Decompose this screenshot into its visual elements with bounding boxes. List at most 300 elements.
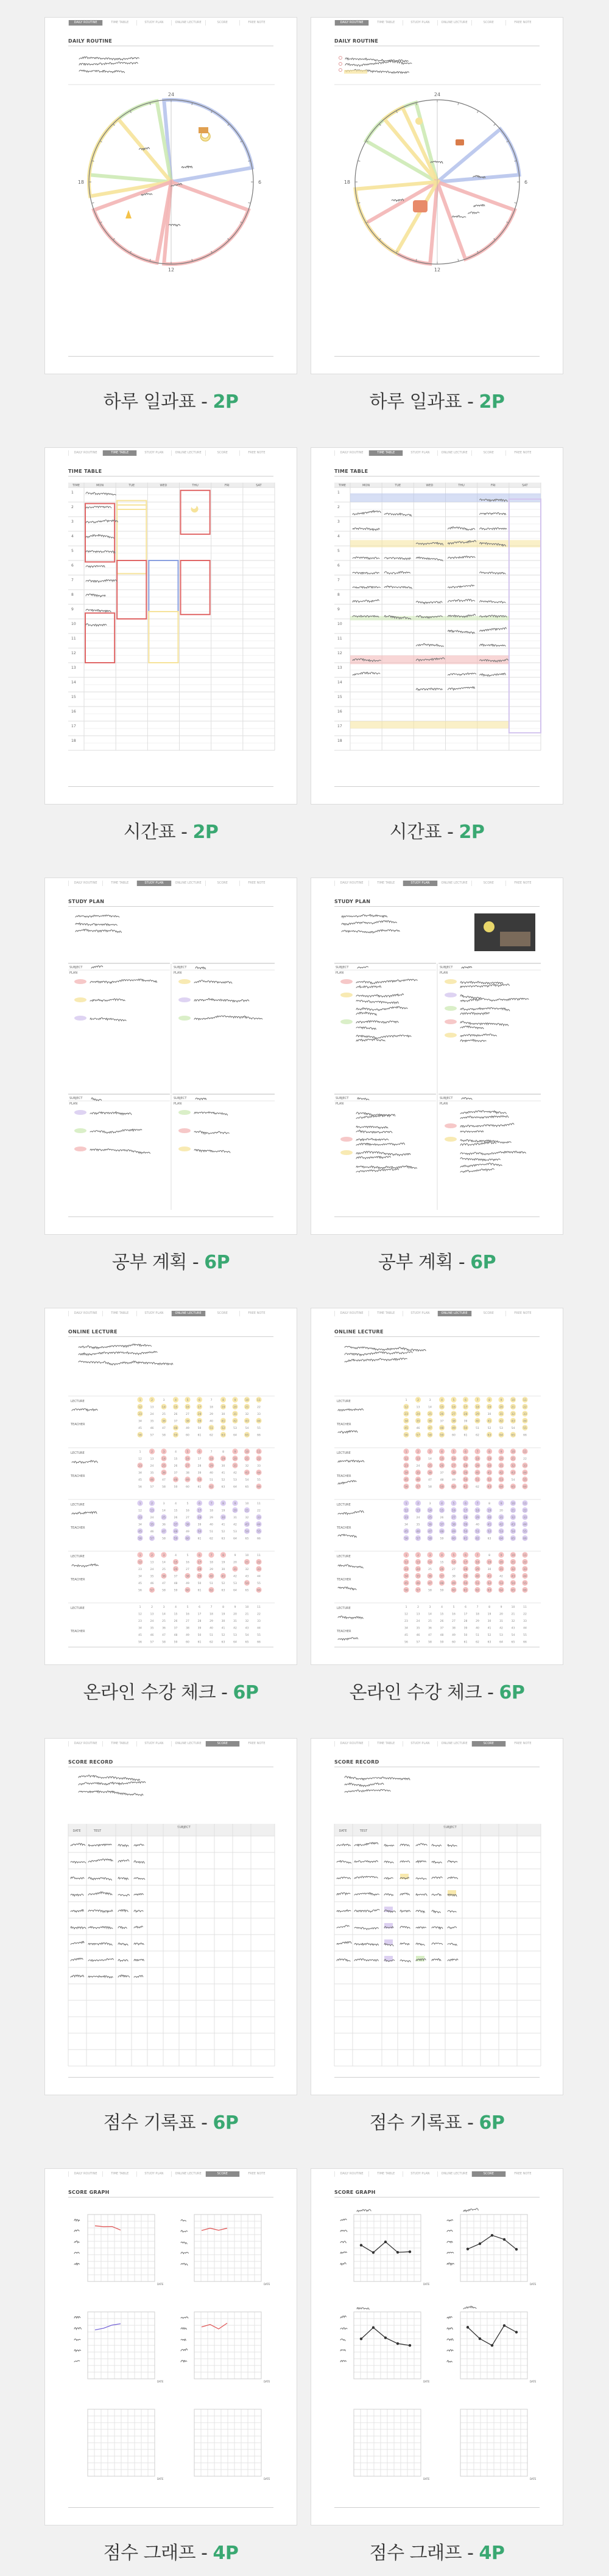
lecture-number: 25 — [162, 1465, 166, 1468]
lecture-number: 29 — [476, 1620, 479, 1623]
timetable-page-filled — [311, 447, 563, 805]
teacher-label: TEACHER — [337, 1423, 351, 1426]
lecture-number: 45 — [138, 1427, 142, 1430]
lecture-number: 17 — [463, 1457, 468, 1461]
clock-tick — [458, 259, 459, 262]
lecture-number: 38 — [452, 1471, 456, 1475]
lecture-number: 41 — [487, 1575, 491, 1579]
handwritten-note — [416, 1927, 426, 1928]
study-canvas — [311, 878, 563, 1235]
lecture-number: 29 — [476, 1568, 479, 1571]
planner-tab: TIME TABLE — [102, 881, 136, 886]
lecture-number: 50 — [197, 1479, 202, 1482]
routine-segment — [366, 182, 437, 264]
lecture-number: 42 — [233, 1523, 237, 1527]
lecture-number: 33 — [523, 1620, 527, 1623]
lecture-number: 46 — [150, 1582, 154, 1585]
subject-label: SUBJECT — [440, 1097, 453, 1100]
lecture-number: 64 — [233, 1537, 237, 1541]
lecture-number: 3 — [163, 1399, 165, 1402]
lecture-number: 63 — [487, 1641, 491, 1644]
date-axis-label: DATE — [423, 2283, 430, 2286]
lecture-number: 30 — [487, 1465, 491, 1468]
handwritten-note — [340, 2361, 347, 2362]
handwritten-note — [194, 999, 249, 1002]
lecture-number: 16 — [186, 1613, 189, 1616]
lecture-number: 30 — [487, 1413, 491, 1416]
lecture-number: 11 — [523, 1554, 527, 1557]
planner-tab: SCORE — [205, 1741, 239, 1747]
page-title: TIME TABLE — [68, 469, 102, 474]
lecture-label: LECTURE — [337, 1451, 351, 1455]
planner-tab: DAILY ROUTINE — [68, 20, 102, 26]
lecture-number: 9 — [500, 1503, 502, 1506]
day-header: THU — [458, 484, 465, 487]
priority-highlight — [178, 1128, 191, 1133]
lecture-number: 53 — [233, 1582, 237, 1585]
routine-segment — [164, 182, 248, 264]
score-point — [466, 2326, 469, 2328]
handwritten-note — [181, 2361, 187, 2362]
lecture-number: 45 — [404, 1582, 408, 1585]
study-canvas — [45, 878, 297, 1235]
handwritten-note — [460, 984, 509, 988]
lecture-number: 44 — [523, 1575, 527, 1579]
lecture-number: 34 — [404, 1471, 408, 1475]
plan-label: PLAN — [440, 971, 448, 975]
lecture-number: 57 — [416, 1537, 420, 1541]
lecture-number: 59 — [440, 1537, 444, 1541]
handwritten-note — [118, 1927, 127, 1929]
lecture-number: 48 — [440, 1634, 444, 1637]
lecture-number: 30 — [487, 1620, 491, 1623]
lecture-number: 46 — [150, 1427, 154, 1430]
lecture-number: 24 — [416, 1465, 420, 1468]
lecture-number: 22 — [257, 1613, 261, 1616]
planner-tab: TIME TABLE — [368, 20, 403, 26]
handwritten-note — [447, 2317, 452, 2319]
lecture-number: 47 — [428, 1634, 432, 1637]
lecture-number: 10 — [245, 1503, 249, 1506]
priority-highlight — [445, 1033, 457, 1038]
lecture-number: 64 — [233, 1434, 237, 1437]
lecture-number: 2 — [417, 1554, 419, 1557]
handwritten-note — [86, 594, 105, 597]
lecture-number: 1 — [405, 1399, 407, 1402]
lecture-number: 58 — [428, 1537, 432, 1541]
lecture-number: 62 — [209, 1485, 213, 1489]
lecture-number: 34 — [138, 1575, 142, 1579]
lecture-number: 38 — [186, 1420, 189, 1423]
day-header: THU — [192, 484, 199, 487]
planner-tab: ONLINE LECTURE — [171, 881, 205, 886]
handwritten-note — [181, 2230, 188, 2232]
handwritten-note — [448, 1959, 458, 1961]
lecture-number: 11 — [257, 1554, 261, 1557]
handwritten-note — [354, 1893, 379, 1895]
lecture-number: 39 — [463, 1627, 468, 1630]
score-point — [479, 2337, 481, 2340]
lecture-number: 39 — [463, 1575, 468, 1579]
handwritten-note — [448, 1845, 457, 1846]
lecture-number: 60 — [452, 1641, 456, 1644]
handwritten-note — [76, 915, 119, 918]
lecture-number: 21 — [245, 1457, 249, 1461]
caption-page-count: 2P — [459, 822, 485, 843]
priority-highlight — [340, 993, 353, 997]
lecture-number: 47 — [428, 1582, 432, 1585]
lecture-number: 2 — [417, 1399, 419, 1402]
handwritten-note — [88, 1942, 112, 1945]
score-point — [491, 2234, 493, 2236]
handwritten-note — [134, 1844, 144, 1846]
clock-hour-label: 6 — [524, 180, 528, 185]
handwritten-note — [447, 2252, 454, 2253]
lecture-number: 55 — [523, 1634, 527, 1637]
lecture-number: 7 — [476, 1503, 479, 1506]
lecture-number: 52 — [487, 1427, 491, 1430]
lecture-number: 26 — [174, 1413, 178, 1416]
lecture-number: 38 — [186, 1575, 189, 1579]
handwritten-note — [416, 1861, 426, 1863]
lecture-number: 53 — [499, 1479, 503, 1482]
page-title: STUDY PLAN — [68, 899, 105, 904]
page-title: SCORE GRAPH — [68, 2190, 110, 2195]
lecture-number: 31 — [233, 1568, 237, 1571]
handwritten-note — [345, 1776, 410, 1780]
handwritten-note — [181, 2349, 188, 2351]
handwritten-note — [340, 2230, 347, 2232]
period-number: 1 — [337, 490, 340, 495]
lecture-number: 15 — [440, 1406, 444, 1409]
lecture-number: 5 — [452, 1606, 455, 1609]
planner-tab: SCORE — [205, 20, 239, 26]
lecture-number: 10 — [511, 1554, 515, 1557]
priority-highlight — [445, 1137, 457, 1142]
handwritten-note — [340, 2350, 345, 2351]
period-number: 12 — [337, 651, 342, 655]
lecture-number: 17 — [463, 1561, 468, 1565]
priority-highlight — [74, 1016, 86, 1021]
planner-tab: ONLINE LECTURE — [437, 20, 471, 26]
lecture-number: 6 — [199, 1399, 200, 1402]
handwritten-note — [88, 1892, 112, 1895]
page-title: SCORE RECORD — [334, 1759, 379, 1765]
lecture-number: 14 — [162, 1457, 166, 1461]
handwritten-note — [432, 1845, 442, 1846]
handwritten-note — [416, 688, 442, 691]
handwritten-note — [86, 506, 111, 508]
handwritten-note — [90, 1017, 126, 1021]
clock-hour-label: 24 — [434, 92, 441, 97]
lecture-number: 57 — [150, 1537, 154, 1541]
lecture-number: 45 — [138, 1531, 142, 1534]
online-page-blank — [44, 1308, 297, 1665]
lecture-number: 41 — [487, 1420, 491, 1423]
handwritten-note — [416, 1910, 424, 1913]
lecture-number: 9 — [500, 1399, 502, 1402]
lecture-number: 55 — [523, 1531, 527, 1534]
online-canvas — [45, 1308, 297, 1665]
lecture-number: 43 — [511, 1523, 515, 1527]
day-header: FRI — [224, 484, 230, 487]
teacher-label: TEACHER — [337, 1526, 351, 1530]
lecture-number: 61 — [197, 1641, 202, 1644]
highlight-mark — [344, 70, 367, 74]
lecture-number: 13 — [416, 1561, 420, 1565]
lecture-number: 65 — [511, 1589, 515, 1593]
handwritten-note — [400, 1943, 409, 1945]
lecture-number: 63 — [221, 1641, 225, 1644]
handwritten-note — [79, 70, 124, 72]
lecture-number: 25 — [162, 1568, 166, 1571]
timetable-block — [181, 560, 210, 615]
date-axis-label: DATE — [264, 2283, 270, 2286]
handwritten-note — [353, 572, 379, 574]
lecture-number: 62 — [209, 1589, 213, 1593]
lecture-number: 20 — [233, 1457, 237, 1461]
handwritten-note — [74, 2219, 80, 2221]
lecture-number: 52 — [487, 1479, 491, 1482]
lecture-number: 20 — [499, 1406, 503, 1409]
lecture-number: 8 — [488, 1503, 490, 1506]
section-caption — [44, 2107, 297, 2134]
lecture-number: 14 — [428, 1457, 432, 1461]
section-caption — [44, 2538, 297, 2564]
lecture-number: 31 — [233, 1517, 237, 1520]
handwritten-note — [76, 929, 121, 933]
clock-hour-label: 18 — [343, 180, 350, 185]
lecture-number: 15 — [174, 1613, 178, 1616]
lecture-number: 4 — [175, 1399, 177, 1402]
lecture-number: 38 — [452, 1575, 456, 1579]
lecture-number: 3 — [429, 1399, 431, 1402]
lecture-number: 64 — [499, 1641, 503, 1644]
handwritten-note — [134, 1877, 145, 1879]
plan-label: PLAN — [336, 1102, 344, 1106]
lecture-number: 43 — [511, 1575, 515, 1579]
lecture-number: 38 — [186, 1627, 189, 1630]
lecture-number: 63 — [487, 1434, 491, 1437]
lecture-number: 39 — [197, 1523, 202, 1527]
lecture-number: 40 — [209, 1575, 213, 1579]
lecture-number: 24 — [416, 1413, 420, 1416]
handwritten-note — [342, 915, 387, 918]
score-point — [372, 2251, 375, 2253]
lecture-number: 48 — [174, 1531, 178, 1534]
lecture-number: 2 — [417, 1606, 419, 1609]
lecture-number: 55 — [257, 1427, 261, 1430]
handwritten-note — [72, 1461, 97, 1463]
lecture-number: 34 — [138, 1627, 142, 1630]
planner-tab: ONLINE LECTURE — [171, 1311, 205, 1316]
score-line — [468, 2235, 516, 2249]
planner-tab: TIME TABLE — [102, 1311, 136, 1316]
planner-tab: TIME TABLE — [102, 450, 136, 456]
handwritten-note — [460, 1034, 496, 1036]
score-point — [396, 2342, 399, 2345]
day-header: TUE — [395, 484, 401, 487]
lecture-number: 44 — [257, 1627, 261, 1630]
lecture-number: 63 — [487, 1537, 491, 1541]
day-header: SAT — [522, 484, 528, 487]
lecture-number: 52 — [487, 1634, 491, 1637]
lecture-number: 36 — [428, 1471, 432, 1475]
handwritten-note — [354, 1861, 378, 1863]
lecture-number: 9 — [234, 1503, 236, 1506]
lecture-number: 31 — [499, 1568, 503, 1571]
planner-tab: STUDY PLAN — [403, 450, 437, 456]
lecture-number: 18 — [476, 1457, 479, 1461]
handwritten-note — [474, 204, 485, 207]
priority-highlight — [74, 1128, 86, 1133]
lecture-number: 48 — [440, 1479, 444, 1482]
score-point — [409, 2250, 411, 2253]
lecture-number: 32 — [245, 1465, 249, 1468]
lecture-number: 20 — [233, 1561, 237, 1565]
lecture-number: 46 — [150, 1479, 154, 1482]
period-number: 18 — [337, 739, 342, 743]
lecture-number: 23 — [138, 1568, 142, 1571]
handwritten-note — [338, 1481, 356, 1484]
handwritten-note — [345, 58, 408, 61]
lecture-number: 48 — [174, 1634, 178, 1637]
lecture-number: 23 — [138, 1413, 142, 1416]
handwritten-note — [480, 627, 507, 631]
handwritten-note — [357, 966, 368, 968]
lecture-number: 11 — [523, 1503, 527, 1506]
lecture-number: 57 — [150, 1434, 154, 1437]
lecture-number: 26 — [174, 1620, 178, 1623]
lecture-number: 22 — [523, 1509, 527, 1513]
lecture-number: 53 — [233, 1634, 237, 1637]
lecture-number: 7 — [210, 1606, 213, 1609]
lecture-number: 28 — [197, 1517, 202, 1520]
lecture-number: 42 — [499, 1627, 503, 1630]
subject-label: SUBJECT — [336, 1097, 349, 1100]
lecture-number: 32 — [511, 1465, 515, 1468]
lecture-number: 58 — [162, 1537, 166, 1541]
handwritten-note — [181, 2328, 186, 2330]
handwritten-note — [86, 624, 107, 626]
lecture-number: 28 — [463, 1413, 468, 1416]
lecture-number: 49 — [452, 1479, 456, 1482]
lecture-number: 56 — [404, 1589, 408, 1593]
handwritten-note — [447, 2350, 453, 2351]
lecture-number: 52 — [221, 1427, 225, 1430]
lecture-number: 6 — [199, 1554, 200, 1557]
lecture-number: 33 — [523, 1465, 527, 1468]
lecture-number: 33 — [257, 1413, 261, 1416]
lecture-number: 46 — [416, 1427, 420, 1430]
lecture-number: 45 — [138, 1582, 142, 1585]
lecture-number: 45 — [138, 1634, 142, 1637]
planner-tab: STUDY PLAN — [136, 881, 171, 886]
handwritten-note — [134, 1910, 143, 1912]
lecture-number: 8 — [222, 1451, 224, 1454]
bread-icon — [456, 139, 464, 145]
lecture-number: 51 — [209, 1479, 213, 1482]
lecture-number: 60 — [186, 1589, 189, 1593]
handwritten-note — [337, 1910, 351, 1912]
book-icon — [199, 127, 208, 133]
period-number: 14 — [337, 680, 342, 685]
caption-page-count: 2P — [213, 391, 239, 413]
caption-page-count: 2P — [479, 391, 505, 413]
planner-tab: STUDY PLAN — [136, 2171, 171, 2177]
priority-highlight — [74, 979, 86, 984]
handwritten-note — [460, 1116, 509, 1119]
page-title: DAILY ROUTINE — [68, 38, 113, 44]
lecture-number: 66 — [523, 1589, 527, 1593]
test-header: TEST — [93, 1829, 102, 1833]
period-number: 3 — [337, 520, 340, 524]
lecture-number: 31 — [499, 1413, 503, 1416]
lecture-number: 12 — [138, 1406, 142, 1409]
handwritten-note — [354, 1927, 378, 1930]
lecture-number: 49 — [452, 1582, 456, 1585]
plan-label: PLAN — [69, 971, 78, 975]
lecture-number: 56 — [138, 1434, 142, 1437]
lecture-number: 1 — [405, 1606, 407, 1609]
lecture-number: 37 — [174, 1575, 178, 1579]
lecture-number: 17 — [463, 1406, 468, 1409]
lecture-number: 39 — [463, 1420, 468, 1423]
lecture-number: 63 — [221, 1537, 225, 1541]
handwritten-note — [74, 2263, 79, 2265]
lecture-number: 30 — [221, 1517, 225, 1520]
date-axis-label: DATE — [264, 2380, 270, 2383]
handwritten-note — [71, 1927, 86, 1929]
handwritten-note — [86, 520, 118, 523]
planner-tab: DAILY ROUTINE — [68, 1741, 102, 1747]
routine-segment — [384, 108, 437, 182]
planner-tab: DAILY ROUTINE — [68, 881, 102, 886]
priority-highlight — [178, 979, 191, 984]
routine-segment — [356, 182, 437, 253]
lecture-number: 16 — [186, 1561, 189, 1565]
lecture-number: 34 — [138, 1523, 142, 1527]
lecture-number: 7 — [210, 1399, 213, 1402]
planner-tab: TIME TABLE — [102, 20, 136, 26]
lecture-label: LECTURE — [71, 1451, 85, 1455]
timetable-block — [149, 612, 178, 663]
handwritten-note — [79, 1344, 152, 1349]
lecture-number: 49 — [186, 1479, 189, 1482]
handwritten-note — [134, 1975, 143, 1977]
handwritten-note — [71, 1894, 83, 1896]
lecture-number: 38 — [186, 1471, 189, 1475]
handwritten-note — [416, 643, 443, 646]
lecture-number: 56 — [138, 1485, 142, 1489]
lecture-number: 31 — [233, 1413, 237, 1416]
lecture-number: 24 — [416, 1620, 420, 1623]
priority-highlight — [74, 997, 86, 1002]
lecture-number: 12 — [138, 1613, 142, 1616]
lecture-number: 10 — [511, 1503, 515, 1506]
lecture-number: 15 — [174, 1457, 178, 1461]
handwritten-note — [462, 966, 472, 968]
lecture-number: 33 — [257, 1568, 261, 1571]
lecture-number: 63 — [221, 1485, 225, 1489]
lecture-number: 60 — [452, 1485, 456, 1489]
handwritten-note — [460, 1157, 500, 1161]
handwritten-note — [432, 1943, 443, 1945]
handwritten-note — [118, 1860, 129, 1862]
graph-canvas — [311, 2169, 563, 2525]
lecture-number: 40 — [209, 1471, 213, 1475]
priority-highlight — [445, 993, 457, 997]
